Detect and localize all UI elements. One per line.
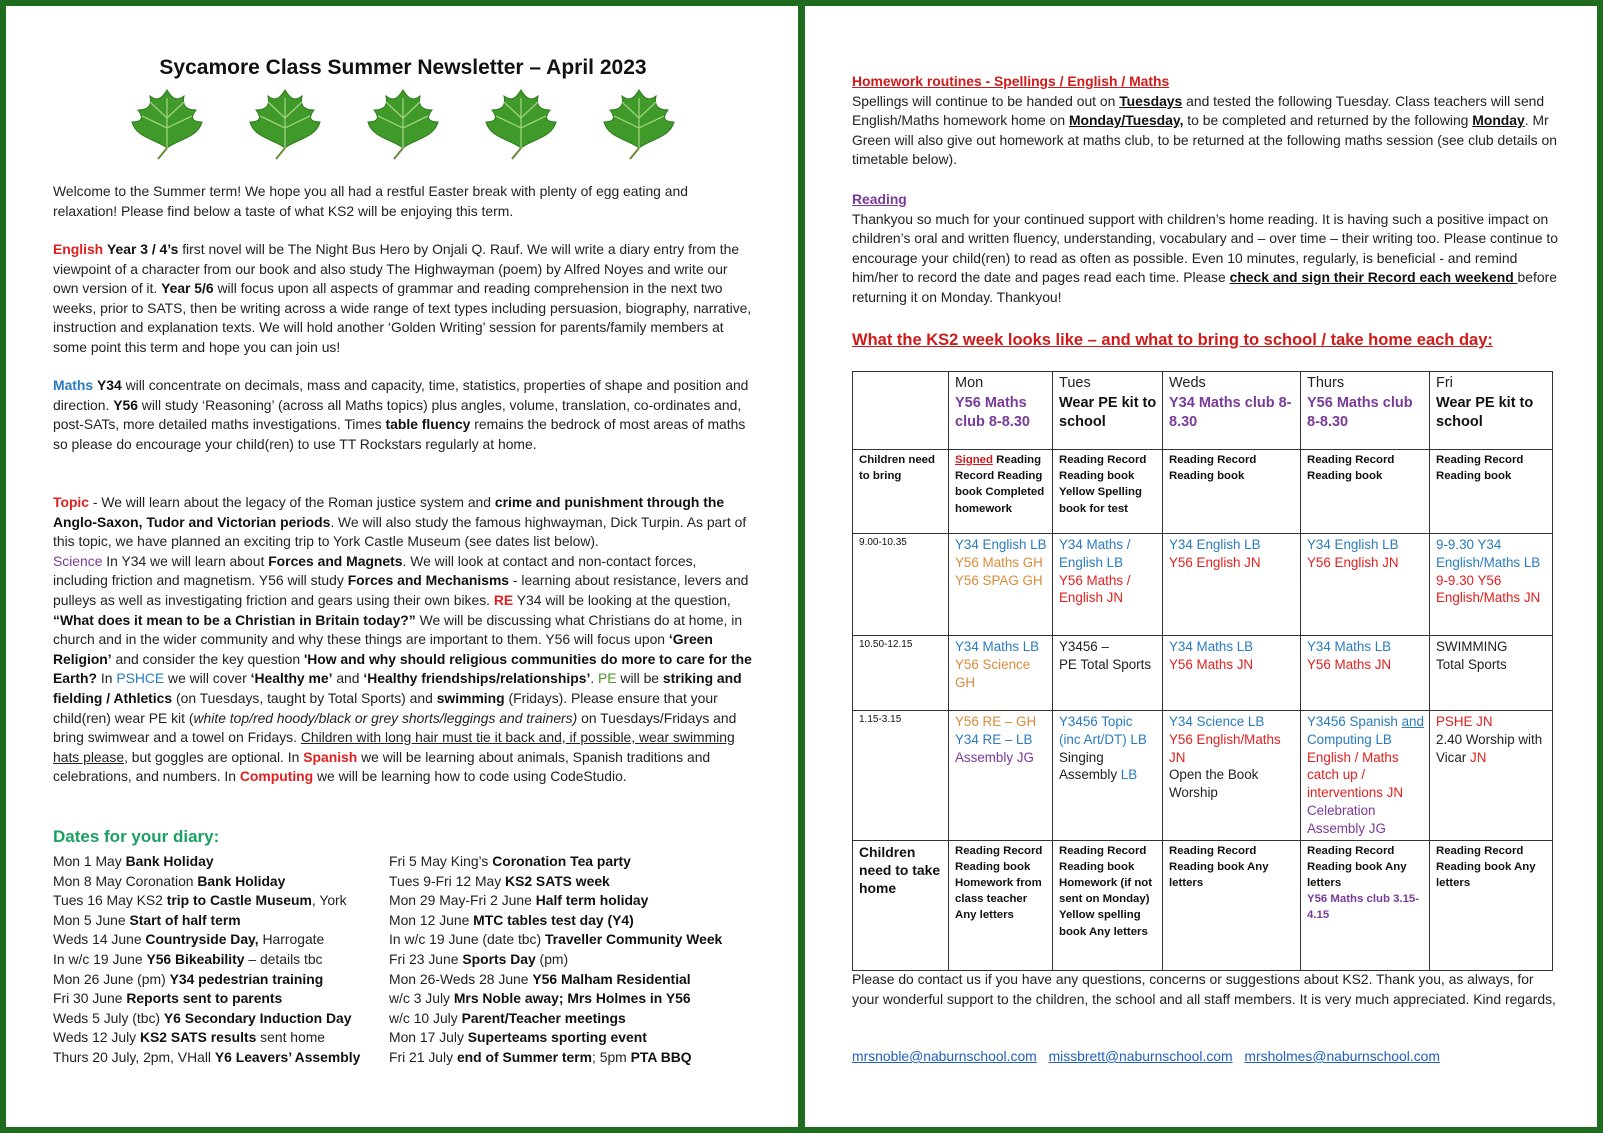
date-item [53,852,389,872]
maths-label: Maths [53,377,94,393]
date-event: Mrs Noble away; Mrs Holmes in Y56 [453,990,691,1007]
pe-bold: striking and fielding / Athletics [53,670,742,706]
science-bold: Forces and Mechanisms [347,572,510,589]
leaf-icon [482,88,560,160]
table-cell: Y3456 Topic (inc Art/DT) LB Singing Assembly LB [1053,711,1163,841]
date-item [53,970,389,990]
slot-label: 1.15-3.15 [853,711,949,841]
date-event: Bank Holiday [197,872,286,889]
homework-text: to be completed and returned by the following [1183,112,1473,129]
pe-text: on Tuesdays/Fridays and bring swimwear and a towel on Fridays. [53,709,737,746]
date-event: Bank Holiday [125,853,214,869]
homework-day: Monday [1472,112,1525,129]
long-hair-note: Children with long hair must tie it back and, if possible, wear swimming hats please [53,729,735,765]
date-text: Fri 21 July [389,1048,457,1065]
date-text: Fri 5 May King’s [389,853,493,869]
table-cell [1301,840,1430,970]
reading-text: Thankyou so much for your continued support with children’s home reading. It is having such a positive impact on children’s oral and written fluency, understanding, vocabulary and – over time – their writing too. Please continue to encourage your child(ren) to read as often as possible. Even 10 minutes, regularly, is beneficial - and remind him/her to record the date and pages read each time. Please [852,210,1558,286]
year56-label: Year 5/6 [161,280,214,297]
date-text: Weds 5 July (tbc) [53,1009,164,1026]
day-mon [949,372,1053,450]
topic-text: - We will learn about the legacy of the Roman justice system and [89,494,495,510]
table-fluency-label: table fluency [385,416,471,433]
table-row [853,450,1553,534]
english-text-2: will focus upon all aspects of grammar and reading comprehension in the next two weeks, prior to SATS, then be writing across a wide range of text types including persuasion, biography, narrative, instruction and explanation texts. We will hold another ‘Golden Writing’ session for parents/family members at some point this term and hope you can join us! [53,280,752,355]
date-text: Weds 14 June [53,931,146,948]
signed-label: Signed [955,454,993,466]
date-suffix: Harrogate [258,931,325,948]
date-event: Superteams sporting event [467,1029,647,1046]
dates-list [53,852,753,1068]
pe-text: . [590,670,599,687]
day-thu [1301,372,1430,450]
table-cell: Reading Record Reading book [1163,450,1301,534]
page-divider [798,0,805,1133]
science-text: In Y34 we will learn about [102,552,269,569]
date-suffix: , York [311,892,347,909]
table-cell: Y34 Maths LB Y56 Maths JN [1163,636,1301,711]
english-label: English [53,241,104,257]
re-bold: 'How and why should religious communities do more to care for the Earth? [53,650,752,687]
table-cell: Y34 English LB Y56 Maths GH Y56 SPAG GH [949,534,1053,636]
day-label: Weds [1169,375,1206,391]
science-bold: Forces and Magnets [268,552,403,569]
re-bold: “What does it mean to be a Christian in Britain today?” [53,611,416,628]
day-note: Wear PE kit to school [1436,394,1534,430]
homework-text: and tested the following Tuesday. Class teachers will send English/Maths homework home on [852,92,1545,129]
date-suffix: ; 5pm [592,1048,631,1065]
table-row [853,840,1553,970]
spanish-label: Spanish [303,748,358,765]
date-event: Parent/Teacher meetings [461,1009,626,1026]
pshce-bold: ‘Healthy me’ [250,670,333,687]
reading-text: before returning it on Monday. Thankyou! [852,269,1557,305]
date-event: Sports Day [462,950,536,967]
topic-label: Topic [53,494,90,510]
homework-section [852,72,1562,170]
homework-heading: Homework routines - Spellings / English / Maths [852,73,1170,89]
date-event: end of Summer term [456,1048,593,1065]
table-cell: Y34 Science LB Y56 English/Maths JN Open the Book Worship [1163,711,1301,841]
pe-text: (Fridays). Please ensure that your child(ren) wear PE kit ( [53,689,718,726]
date-item [53,872,389,892]
date-event: trip to Castle Museum [166,892,312,909]
date-item [389,872,753,892]
maths-text-3: remains the bedrock of most areas of maths so please do encourage your child(ren) to use TT Rockstars regularly at home. [53,416,746,452]
date-text: Mon 17 July [389,1029,468,1046]
date-text: Mon 26 June (pm) [53,970,170,987]
date-text: Weds 12 July [53,1029,140,1046]
closing-paragraph: Please do contact us if you have any questions, concerns or suggestions about KS2. Thank you, as always, for your wonderful support to the children, the school and all staff members. It is very much appreciated. Kind regards, [852,971,1556,1007]
day-fri [1430,372,1553,450]
pshce-text: we will cover [164,670,251,687]
date-event: Reports sent to parents [126,990,283,1007]
english-paragraph [53,240,753,358]
homework-day: Monday/Tuesday, [1068,112,1184,129]
table-cell: Y56 RE – GH Y34 RE – LB Assembly JG [949,711,1053,841]
day-label: Tues [1059,375,1091,391]
week-timetable [852,371,1553,971]
date-item [389,950,753,970]
date-item [53,989,389,1009]
date-text: Mon 5 June [53,911,130,928]
date-text: w/c 3 July [389,990,454,1007]
day-note: Y56 Maths club 8-8.30 [1307,394,1413,430]
table-cell: Reading Record Reading book Homework from class teacher Any letters [949,840,1053,970]
table-row [853,636,1553,711]
date-item [389,1048,753,1068]
homework-text: . Mr Green will also give out homework at maths club, to be returned at the following maths session (see club details on timetable below). [852,112,1557,168]
date-event: Half term holiday [535,892,649,909]
table-row [853,372,1553,450]
table-cell: Reading Record Reading book Any letters [1163,840,1301,970]
day-note: Y56 Maths club 8-8.30 [955,394,1030,430]
homework-day: Tuesdays [1119,92,1183,109]
date-suffix: sent home [256,1029,326,1046]
date-event: Y56 Bikeability [146,950,245,967]
date-item [389,930,753,950]
date-text: w/c 10 July [389,1009,462,1026]
re-label: RE [493,591,514,608]
date-event: Y6 Leavers’ Assembly [214,1048,361,1065]
spanish-text: , but goggles are optional. In [124,748,304,765]
date-item [53,1009,389,1029]
re-text: Y34 will be looking at the question, [513,591,731,608]
pshce-bold: ‘Healthy friendships/relationships’ [363,670,591,687]
date-item [53,930,389,950]
day-wed [1163,372,1301,450]
date-item [389,970,753,990]
date-item [389,1028,753,1048]
table-cell: Y3456 – PE Total Sports [1053,636,1163,711]
email-link-brett[interactable]: missbrett@naburnschool.com [1048,1048,1233,1064]
date-text: Fri 30 June [53,990,127,1007]
table-cell: Y34 Maths / English LB Y56 Maths / English JN [1053,534,1163,636]
date-suffix: (pm) [535,950,569,967]
re-text: and consider the key question [111,650,304,667]
day-label: Thurs [1307,375,1345,391]
reading-request: check and sign their Record each weekend [1229,269,1518,286]
date-text: Fri 23 June [389,950,463,967]
spanish-text: we will be learning about animals, Spanish traditions and celebrations, and numbers. In [53,748,711,785]
reading-paragraph [852,210,1562,308]
day-note: Wear PE kit to school [1059,394,1157,430]
table-cell: Y34 English LB Y56 English JN [1163,534,1301,636]
date-text: Mon 12 June [389,911,474,928]
day-label: Fri [1436,375,1453,391]
date-item [53,911,389,931]
topic-paragraph [53,493,753,787]
date-item [389,1009,753,1029]
date-event: MTC tables test day (Y4) [473,911,634,928]
table-cell: Reading Record Reading book Any letters [1430,840,1553,970]
leaf-icon [600,88,678,160]
email-links [852,1047,1562,1067]
maths-text: will concentrate on decimals, mass and capacity, time, statistics, properties of shape and position and direction. [53,377,749,413]
y34-label: Y34 [97,377,122,393]
computing-label: Computing [239,768,314,785]
year34-label: Year 3 / 4’s [107,241,179,257]
homework-paragraph [852,92,1562,170]
table-cell: SWIMMING Total Sports [1430,636,1553,711]
date-item [389,891,753,911]
table-cell: Y34 English LB Y56 English JN [1301,534,1430,636]
row-label-bring: Children need to bring [853,450,949,534]
y56-label: Y56 [113,396,138,413]
date-event: Start of half term [129,911,241,928]
date-event: Y56 Malham Residential [532,970,691,987]
science-label: Science [53,552,103,569]
email-link-noble[interactable]: mrsnoble@naburnschool.com [852,1048,1037,1064]
date-text: Tues 9-Fri 12 May [389,872,506,889]
english-text: first novel will be The Night Bus Hero by Onjali Q. Rauf. We will write a diary entry from the viewpoint of a character from our book and also study The Highwayman (poem) by Alfred Noyes and write our own version of it. [53,241,740,297]
dates-heading: Dates for your diary: [53,827,220,846]
date-event: Y6 Secondary Induction Day [163,1009,352,1026]
maths-paragraph [53,376,753,454]
date-item [53,1028,389,1048]
table-cell: Reading Record Reading book [1301,450,1430,534]
left-page [53,0,753,1133]
date-text: Tues 16 May KS2 [53,892,167,909]
take-club: Y56 Maths club 3.15-4.15 [1307,893,1420,922]
table-cell: 9-9.30 Y34 English/Maths LB 9-9.30 Y56 English/Maths JN [1430,534,1553,636]
pshce-text: In [97,670,117,687]
date-item [389,852,753,872]
row-label-take: Children need to take home [853,840,949,970]
table-cell: Y34 Maths LB Y56 Maths JN [1301,636,1430,711]
table-cell [853,372,949,450]
pshce-label: PSHCE [116,670,165,687]
topic-text: . We will also study the famous highwayman, Dick Turpin. As part of this topic, we have planned an exciting trip to York Castle Museum (see dates list below). [53,513,747,550]
re-text: We will be discussing what Christians do at home, in church and in the wider community and why these things are important to them. Y56 will focus upon [53,611,743,648]
date-text: Mon 29 May-Fri 2 June [389,892,536,909]
newsletter-title: Sycamore Class Summer Newsletter – April 2023 [159,56,647,79]
date-text: Mon 26-Weds 28 June [389,970,533,987]
reading-heading: Reading [852,191,907,207]
welcome-paragraph: Welcome to the Summer term! We hope you all had a restful Easter break with plenty of egg eating and relaxation! Please find below a taste of what KS2 will be enjoying this term. [53,183,688,219]
table-cell [949,450,1053,534]
pe-label: PE [598,670,617,687]
date-item [389,989,753,1009]
pe-text: will be [616,670,663,687]
science-text: . We will look at contact and non-contact forces, including friction and magnetism. Y56 will study [53,552,697,589]
bring-text: Reading Record Reading book Completed homework [955,454,1045,515]
reading-section [852,190,1562,308]
date-item [53,1048,389,1068]
email-link-holmes[interactable]: mrsholmes@naburnschool.com [1244,1048,1440,1064]
date-item [53,950,389,970]
week-heading: What the KS2 week looks like – and what to bring to school / take home each day: [852,331,1493,349]
slot-label: 10.50-12.15 [853,636,949,711]
date-suffix: – details tbc [244,950,323,967]
pe-kit-text: white top/red hoody/black or grey shorts/leggings and trainers) [193,709,578,726]
homework-text: Spellings will continue to be handed out on [852,92,1120,109]
date-event: Y34 pedestrian training [169,970,324,987]
table-row [853,534,1553,636]
table-cell: Reading Record Reading book [1430,450,1553,534]
date-text: In w/c 19 June (date tbc) [389,931,545,948]
table-row [853,711,1553,841]
date-text: Thurs 20 July, 2pm, VHall [53,1048,215,1065]
pe-bold: swimming [436,689,505,706]
table-cell: Reading Record Reading book Yellow Spelling book for test [1053,450,1163,534]
computing-text: we will be learning how to code using CodeStudio. [313,768,627,785]
table-cell: PSHE JN 2.40 Worship with Vicar JN [1430,711,1553,841]
leaf-icon [128,88,206,160]
date-event: Countryside Day, [145,931,259,948]
date-text: Mon 8 May Coronation [53,872,198,889]
topic-bold: crime and punishment through the Anglo-Saxon, Tudor and Victorian periods [53,494,725,530]
date-text: Mon 1 May [53,853,126,869]
date-event: PTA BBQ [630,1048,692,1065]
table-cell: Y34 Maths LB Y56 Science GH [949,636,1053,711]
date-text: In w/c 19 June [53,950,147,967]
day-label: Mon [955,375,984,391]
maths-text-2: will study ‘Reasoning’ (across all Maths topics) plus angles, volume, translation, co-ordinates and, post-SATs, more detailed maths investigations. Times [53,396,742,433]
day-tue [1053,372,1163,450]
re-bold: ‘Green Religion’ [53,631,713,667]
date-event: Coronation Tea party [492,853,631,869]
date-event: Traveller Community Week [544,931,723,948]
slot-label: 9.00-10.35 [853,534,949,636]
pe-text: (on Tuesdays, taught by Total Sports) and [172,689,437,706]
table-cell: Reading Record Reading book Homework (if not sent on Monday) Yellow spelling book Any letters [1053,840,1163,970]
date-event: KS2 SATS week [505,872,610,889]
take-text: Reading Record Reading book Any letters [1307,844,1407,889]
date-item [389,911,753,931]
table-cell: Y3456 Spanish and Computing LB English / Maths catch up / interventions JN Celebration Assembly JG [1301,711,1430,841]
science-text: - learning about resistance, levers and pulleys as well as investigating friction and gears using their own bikes. [53,572,749,608]
date-item [53,891,389,911]
leaf-icon [246,88,324,160]
day-note: Y34 Maths club 8-8.30 [1169,394,1292,430]
right-page [852,0,1562,1133]
leaf-icon [364,88,442,160]
pshce-text: and [332,670,364,687]
date-event: KS2 SATS results [140,1029,257,1046]
leaf-decoration [128,88,688,160]
